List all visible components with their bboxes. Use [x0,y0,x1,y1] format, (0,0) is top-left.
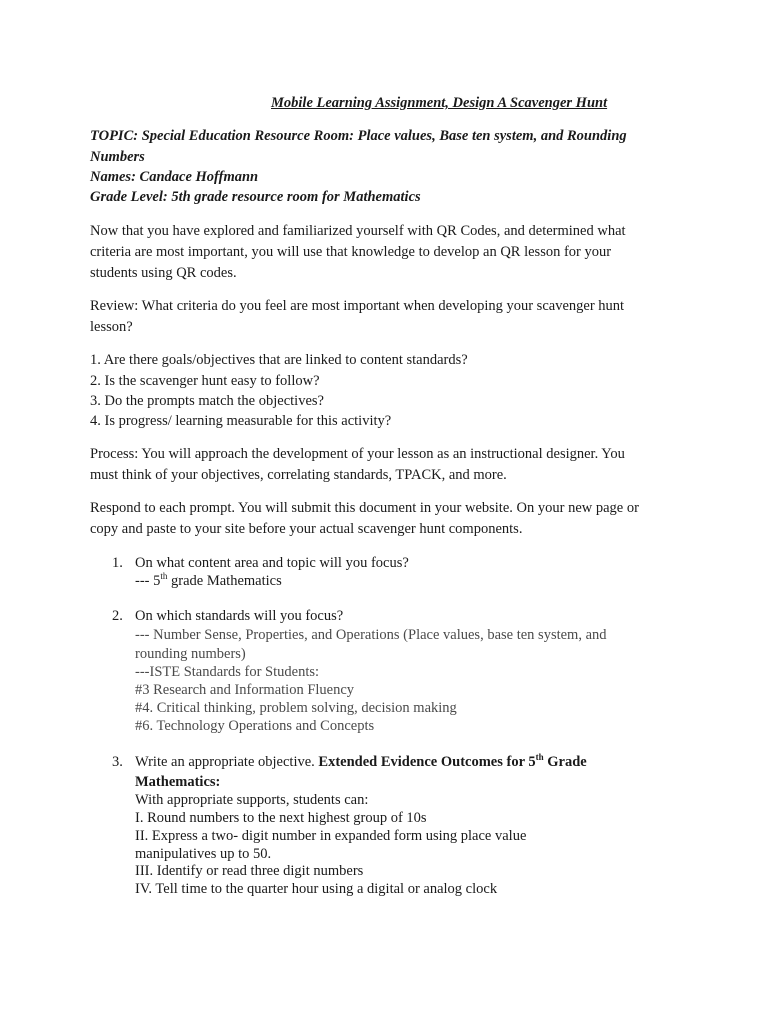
q3-bold-line-2: Mathematics: [135,774,221,790]
intro-line-2: criteria are most important, you will use that knowledge to develop an QR lesson for your [90,244,612,260]
q3-bold-heading [318,754,586,770]
q3-prompt-text: Write an appropriate objective. [135,754,319,770]
q3-answer-line: IV. Tell time to the quarter hour using a digital or analog clock [135,881,498,897]
q2-prompt: On which standards will you focus? [135,608,344,624]
topic-line-1: TOPIC: Special Education Resource Room: Place values, Base ten system, and Rounding [90,128,627,144]
q3-answer-line: manipulatives up to 50. [135,846,272,862]
q1-answer [135,572,282,590]
q3-answer-line: III. Identify or read three digit numbers [135,863,364,879]
q1-answer-sup: th [160,571,168,582]
q2-answer-line: rounding numbers) [135,646,246,662]
q1-prompt: On what content area and topic will you focus? [135,555,409,571]
intro-line-3: students using QR codes. [90,265,237,281]
q2-answer-line: ---ISTE Standards for Students: [135,664,320,680]
q2-number: 2. [112,608,123,624]
criteria-item: 4. Is progress/ learning measurable for this activity? [90,413,392,429]
q3-number: 3. [112,754,123,770]
q2-answer-line: --- Number Sense, Properties, and Operations (Place values, base ten system, and [135,627,607,643]
q3-answer-line: I. Round numbers to the next highest group of 10s [135,810,427,826]
criteria-item: 1. Are there goals/objectives that are linked to content standards? [90,352,468,368]
criteria-item: 3. Do the prompts match the objectives? [90,393,324,409]
q2-answer-line: #6. Technology Operations and Concepts [135,718,375,734]
q2-answer-line: #3 Research and Information Fluency [135,682,355,698]
grade-level-line: Grade Level: 5th grade resource room for Mathematics [90,189,421,205]
review-line-2: lesson? [90,319,133,335]
criteria-item: 2. Is the scavenger hunt easy to follow? [90,373,320,389]
q1-number: 1. [112,555,123,571]
process-line-2: must think of your objectives, correlating standards, TPACK, and more. [90,467,507,483]
q3-bold-prefix: Extended Evidence Outcomes for 5 [318,754,536,770]
q3-answer-line: With appropriate supports, students can: [135,792,369,808]
q1-answer-prefix: --- 5 [135,573,161,589]
document-title: Mobile Learning Assignment, Design A Scavenger Hunt [271,95,608,111]
review-line-1: Review: What criteria do you feel are most important when developing your scavenger hunt [90,298,625,314]
process-line-1: Process: You will approach the development of your lesson as an instructional designer. You [90,446,625,462]
q3-bold-suffix: Grade [543,754,587,770]
respond-line-2: copy and paste to your site before your actual scavenger hunt components. [90,521,523,537]
q3-bold-sup: th [535,752,544,763]
q1-answer-suffix: grade Mathematics [167,573,282,589]
topic-line-2: Numbers [90,149,145,165]
q2-answer-line: #4. Critical thinking, problem solving, decision making [135,700,457,716]
respond-line-1: Respond to each prompt. You will submit this document in your website. On your new page or [90,500,639,516]
names-line: Names: Candace Hoffmann [90,169,259,185]
intro-line-1: Now that you have explored and familiarized yourself with QR Codes, and determined what [90,223,626,239]
q3-prompt [135,753,587,771]
q3-answer-line: II. Express a two- digit number in expanded form using place value [135,828,527,844]
